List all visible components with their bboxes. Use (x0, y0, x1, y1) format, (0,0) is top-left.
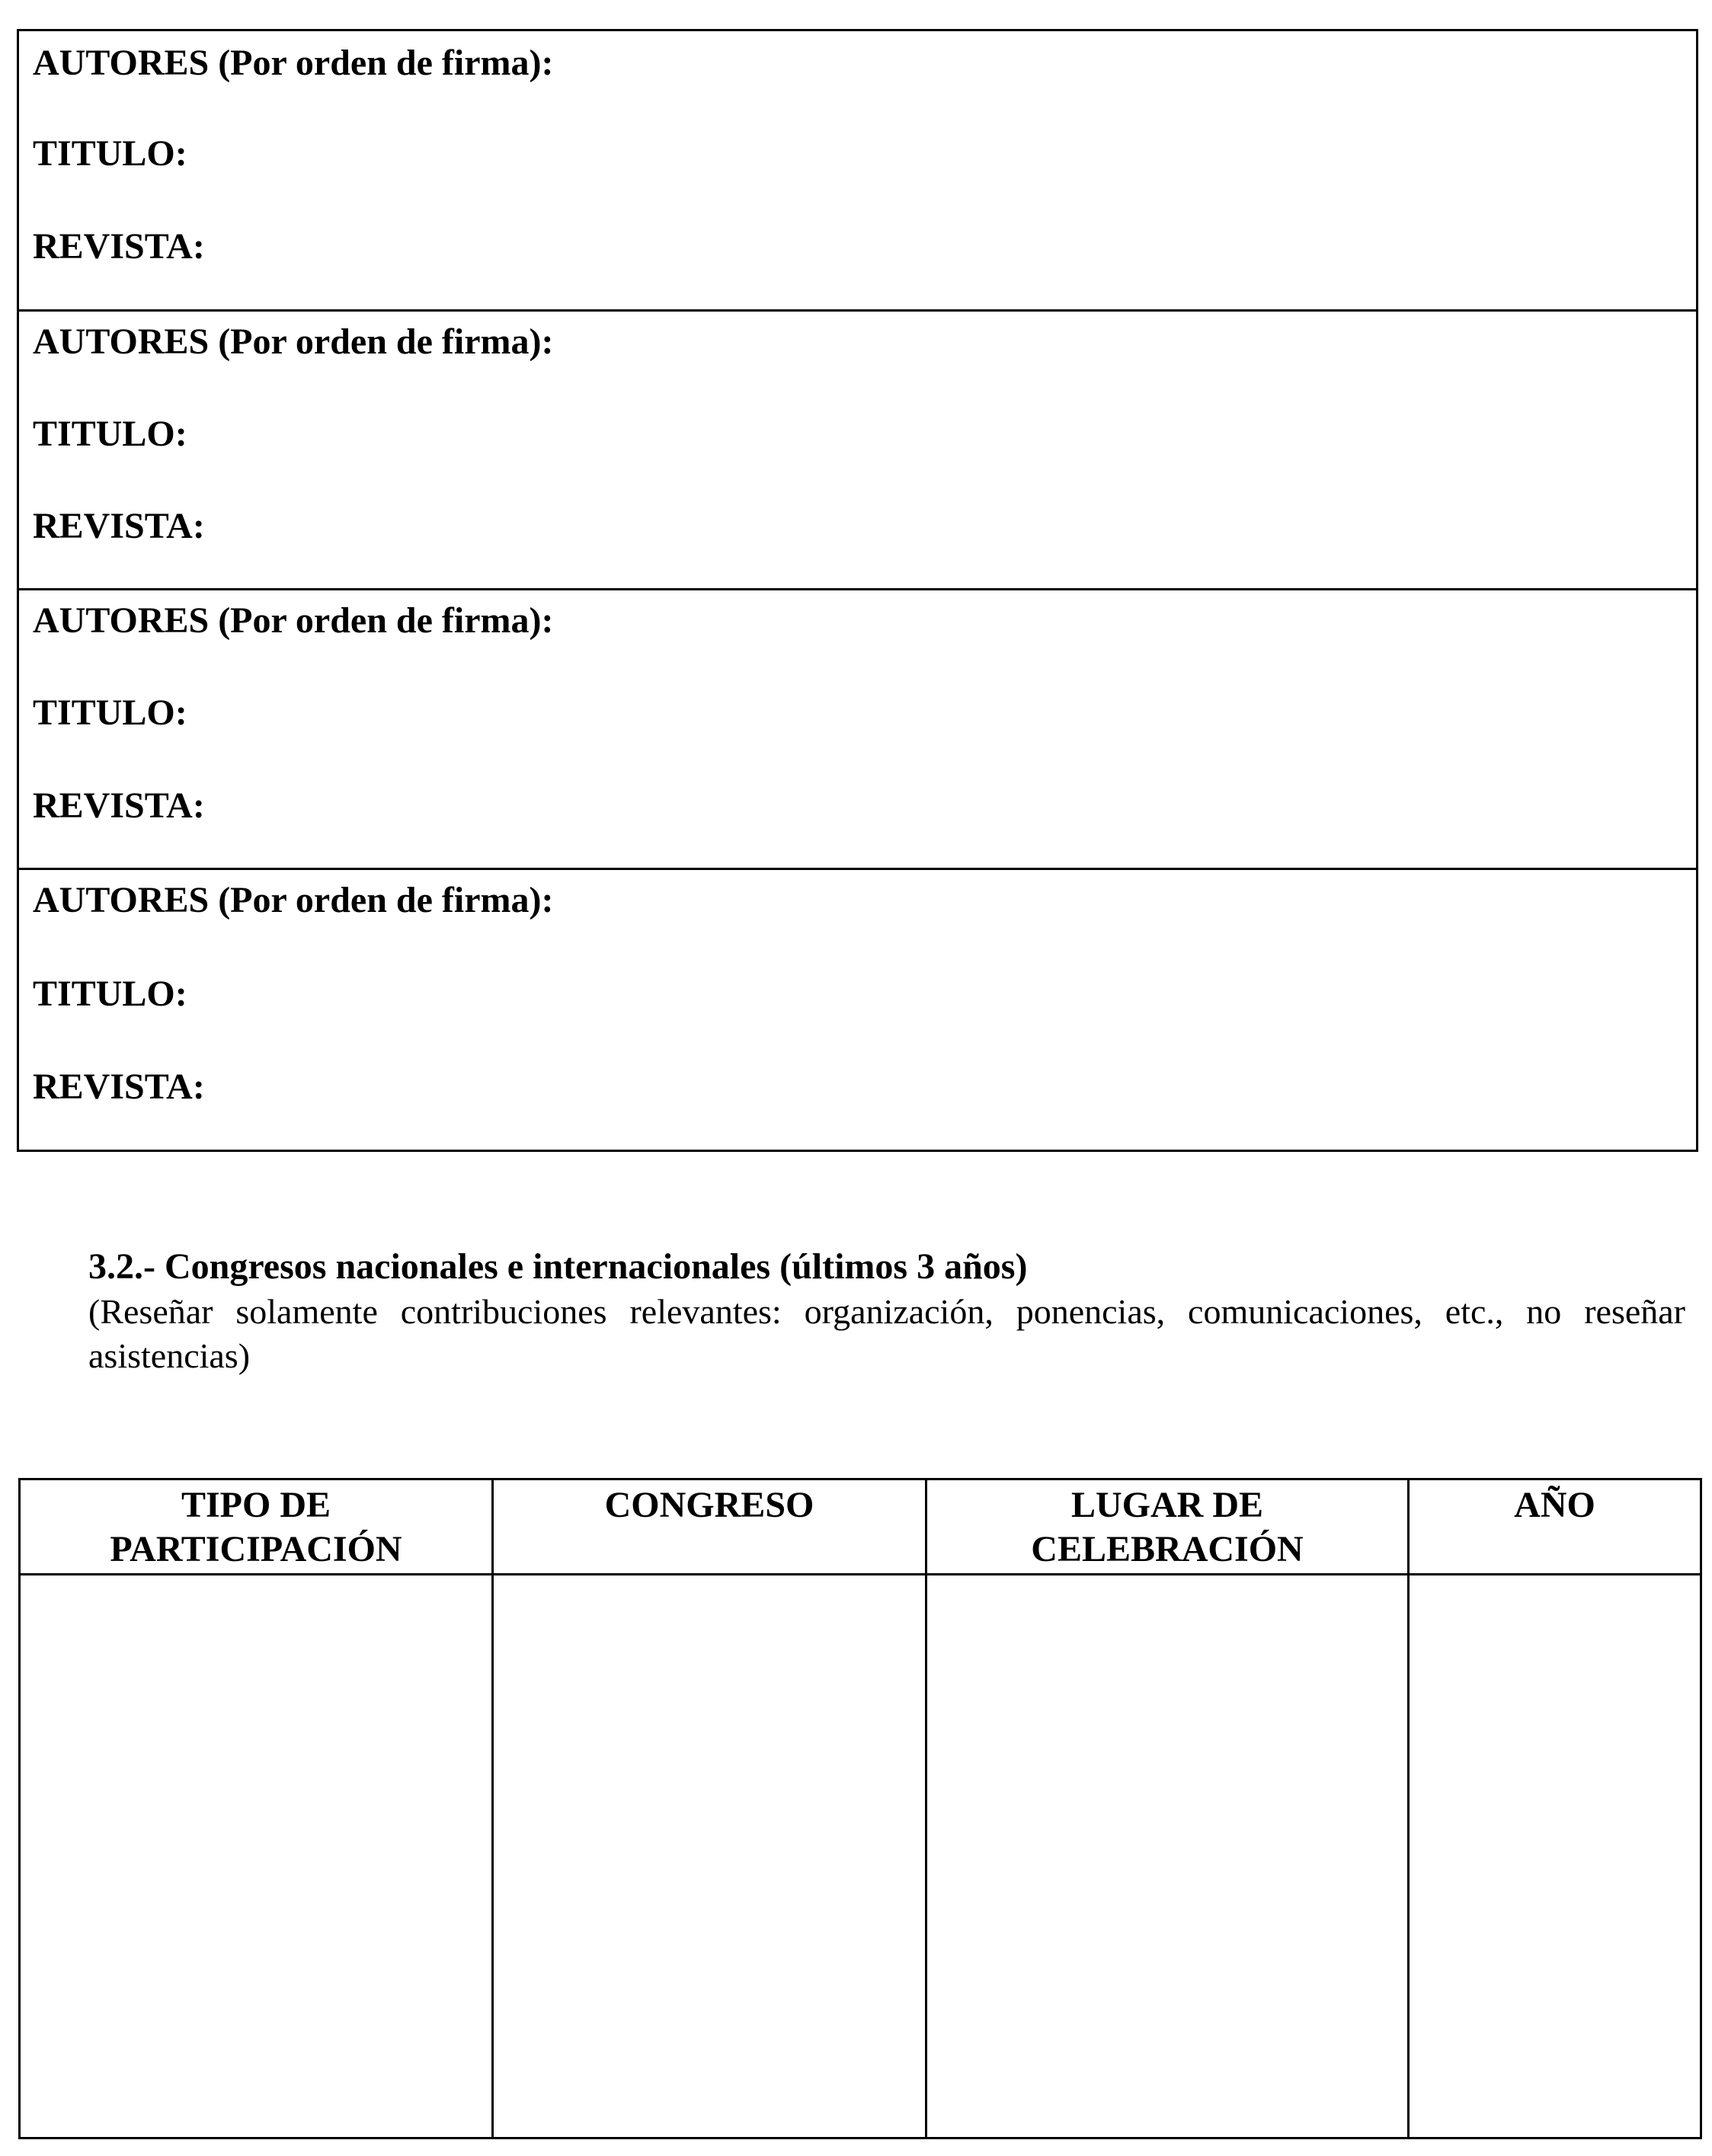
autores-label: AUTORES (Por orden de firma): (33, 600, 554, 641)
congress-table (18, 1478, 1702, 2139)
revista-label: REVISTA: (33, 785, 205, 826)
titulo-label: TITULO: (33, 133, 187, 174)
publication-entry-1 (19, 31, 1696, 311)
cell-tipo-participacion[interactable] (20, 1575, 493, 2138)
autores-label: AUTORES (Por orden de firma): (33, 880, 554, 920)
titulo-label: TITULO: (33, 974, 187, 1014)
header-line: CONGRESO (604, 1485, 814, 1525)
titulo-label: TITULO: (33, 414, 187, 454)
publication-entry-2 (19, 309, 1696, 590)
revista-label: REVISTA: (33, 226, 205, 267)
section-heading: 3.2.- Congresos nacionales e internacionales (últimos 3 años) (88, 1246, 1028, 1287)
revista-label: REVISTA: (33, 1067, 205, 1107)
titulo-label: TITULO: (33, 693, 187, 733)
publication-entry-4 (19, 868, 1696, 1150)
header-lugar-celebracion (926, 1479, 1409, 1575)
header-line: CELEBRACIÓN (1031, 1529, 1304, 1569)
publications-table (17, 29, 1698, 1152)
header-tipo-participacion (20, 1479, 493, 1575)
table-header-row (20, 1479, 1701, 1575)
cell-congreso[interactable] (493, 1575, 926, 2138)
header-line: TIPO DE (181, 1485, 331, 1525)
header-ano (1409, 1479, 1701, 1575)
table-row (20, 1575, 1701, 2138)
header-line: PARTICIPACIÓN (110, 1529, 402, 1569)
cell-ano[interactable] (1409, 1575, 1701, 2138)
header-line: AÑO (1514, 1485, 1595, 1525)
publication-entry-3 (19, 588, 1696, 869)
header-congreso (493, 1479, 926, 1575)
section-note: (Reseñar solamente contribuciones relevantes: organización, ponencias, comunicaciones, etc., no reseñar asistencias) (88, 1292, 1685, 1375)
autores-label: AUTORES (Por orden de firma): (33, 321, 554, 362)
autores-label: AUTORES (Por orden de firma): (33, 43, 554, 83)
cell-lugar-celebracion[interactable] (926, 1575, 1409, 2138)
revista-label: REVISTA: (33, 506, 205, 546)
header-line: LUGAR DE (1070, 1485, 1264, 1525)
